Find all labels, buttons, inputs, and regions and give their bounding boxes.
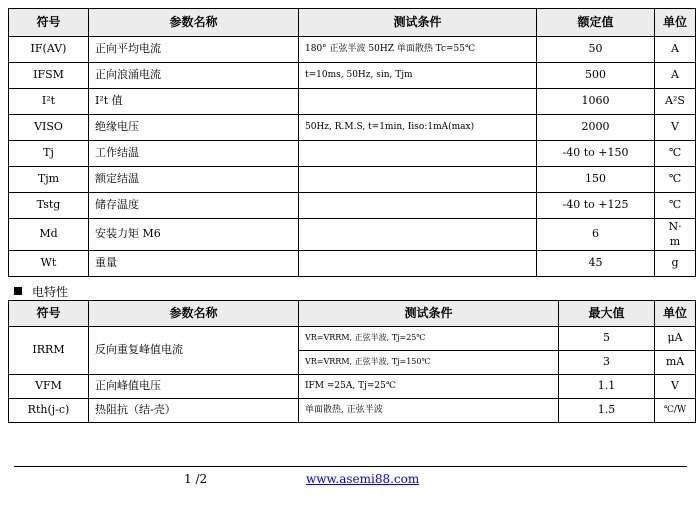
unit-line-2: m xyxy=(669,234,681,248)
symbol-cell: Tjm xyxy=(9,167,89,193)
symbol-cell: VFM xyxy=(9,375,89,399)
header-unit: 单位 xyxy=(655,301,696,327)
value-cell: 1060 xyxy=(537,89,655,115)
ratings-table xyxy=(8,8,696,277)
page-number: 1 /2 xyxy=(184,472,208,486)
name-cell: 储存温度 xyxy=(89,193,299,219)
value-cell: 5 xyxy=(559,327,655,351)
header-symbol: 符号 xyxy=(9,9,89,37)
section-title-text: 电特性 xyxy=(32,285,69,299)
unit-cell xyxy=(655,219,696,251)
table-row xyxy=(9,167,696,193)
table-row xyxy=(9,399,696,423)
ratings-header-row xyxy=(9,9,696,37)
condition-cell xyxy=(299,167,537,193)
name-cell: 重量 xyxy=(89,251,299,277)
condition-cell: IFM =25A, Tj=25℃ xyxy=(299,375,559,399)
name-cell: 安装力矩 M6 xyxy=(89,219,299,251)
website-link[interactable]: www.asemi88.com xyxy=(306,472,420,486)
name-cell: 正向浪涌电流 xyxy=(89,63,299,89)
value-cell: 50 xyxy=(537,37,655,63)
table-row xyxy=(9,89,696,115)
condition-cell: 单面散热, 正弦半波 xyxy=(299,399,559,423)
symbol-cell: Wt xyxy=(9,251,89,277)
header-param-name: 参数名称 xyxy=(89,301,299,327)
symbol-cell: IRRM xyxy=(9,327,89,375)
condition-cell: 180° 正弦半波 50HZ 单面散热 Tc=55℃ xyxy=(299,37,537,63)
header-param-name: 参数名称 xyxy=(89,9,299,37)
unit-cell: V xyxy=(655,115,696,141)
bullet-square-icon xyxy=(14,287,22,295)
unit-cell: g xyxy=(655,251,696,277)
unit-cell: A xyxy=(655,63,696,89)
unit-cell: A xyxy=(655,37,696,63)
table-row xyxy=(9,219,696,251)
table-row xyxy=(9,63,696,89)
unit-cell: μA xyxy=(655,327,696,351)
condition-cell: t=10ms, 50Hz, sin, Tjm xyxy=(299,63,537,89)
name-cell: 反向重复峰值电流 xyxy=(89,327,299,375)
unit-cell: V xyxy=(655,375,696,399)
unit-line-1: N· xyxy=(668,220,682,234)
condition-cell xyxy=(299,251,537,277)
header-rated-value: 额定值 xyxy=(537,9,655,37)
value-cell: 45 xyxy=(537,251,655,277)
header-symbol: 符号 xyxy=(9,301,89,327)
table-row xyxy=(9,375,696,399)
condition-cell xyxy=(299,219,537,251)
header-test-condition: 测试条件 xyxy=(299,301,559,327)
value-cell: 150 xyxy=(537,167,655,193)
table-row xyxy=(9,193,696,219)
symbol-cell: IFSM xyxy=(9,63,89,89)
value-cell: 1.1 xyxy=(559,375,655,399)
header-unit: 单位 xyxy=(655,9,696,37)
name-cell: 绝缘电压 xyxy=(89,115,299,141)
section-title xyxy=(14,283,68,300)
condition-cell: VR=VRRM, 正弦半波, Tj=150℃ xyxy=(299,351,559,375)
table-row xyxy=(9,115,696,141)
value-cell: -40 to +150 xyxy=(537,141,655,167)
symbol-cell: VISO xyxy=(9,115,89,141)
condition-cell xyxy=(299,141,537,167)
condition-cell xyxy=(299,193,537,219)
symbol-cell: IF(AV) xyxy=(9,37,89,63)
name-cell: 额定结温 xyxy=(89,167,299,193)
electrical-table xyxy=(8,300,696,423)
value-cell: 1.5 xyxy=(559,399,655,423)
value-cell: -40 to +125 xyxy=(537,193,655,219)
value-cell: 500 xyxy=(537,63,655,89)
name-cell: 正向平均电流 xyxy=(89,37,299,63)
table-row xyxy=(9,37,696,63)
condition-cell: VR=VRRM, 正弦半波, Tj=25℃ xyxy=(299,327,559,351)
footer-divider xyxy=(14,466,687,467)
condition-cell xyxy=(299,89,537,115)
header-test-condition: 测试条件 xyxy=(299,9,537,37)
table-row xyxy=(9,141,696,167)
unit-cell: mA xyxy=(655,351,696,375)
value-cell: 2000 xyxy=(537,115,655,141)
symbol-cell: Tj xyxy=(9,141,89,167)
name-cell: 正向峰值电压 xyxy=(89,375,299,399)
table-row xyxy=(9,251,696,277)
value-cell: 3 xyxy=(559,351,655,375)
table-row xyxy=(9,327,696,351)
unit-cell: ℃/W xyxy=(655,399,696,423)
unit-cell: ℃ xyxy=(655,193,696,219)
symbol-cell: Rth(j-c) xyxy=(9,399,89,423)
symbol-cell: Md xyxy=(9,219,89,251)
unit-cell: A²S xyxy=(655,89,696,115)
symbol-cell: I²t xyxy=(9,89,89,115)
name-cell: 工作结温 xyxy=(89,141,299,167)
electrical-header-row xyxy=(9,301,696,327)
header-max-value: 最大值 xyxy=(559,301,655,327)
symbol-cell: Tstg xyxy=(9,193,89,219)
unit-cell: ℃ xyxy=(655,141,696,167)
name-cell: I²t 值 xyxy=(89,89,299,115)
condition-cell: 50Hz, R.M.S, t=1min, Iiso:1mA(max) xyxy=(299,115,537,141)
name-cell: 热阻抗（结-壳） xyxy=(89,399,299,423)
unit-cell: ℃ xyxy=(655,167,696,193)
value-cell: 6 xyxy=(537,219,655,251)
